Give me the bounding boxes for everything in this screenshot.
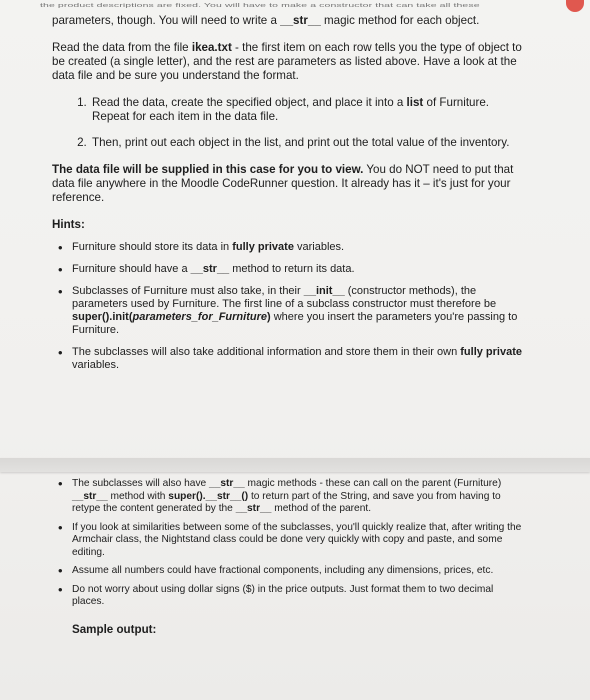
hint-item: • Do not worry about using dollar signs ($) in the price outputs. Just format them to two decimal places. xyxy=(72,584,522,609)
instructions-section xyxy=(52,14,522,372)
hints-heading: Hints: xyxy=(52,218,85,231)
hint-item: • Subclasses of Furniture must also take, in their __init__ (constructor methods), the parameters used by Furniture. The first line of a subclass constructor must therefore be super().init(parameters_for_Furniture) where you insert the parameters you're passing to Furniture. xyxy=(72,285,522,337)
hints-list-continued xyxy=(52,478,522,609)
more-hints-section xyxy=(52,472,522,636)
sample-output-heading: Sample output: xyxy=(72,622,157,636)
intro-paragraph: parameters, though. You will need to write a __str__ magic method for each object. xyxy=(52,14,480,27)
cut-off-header-line: the product descriptions are fixed. You will have to make a constructor that can take all these xyxy=(40,2,480,9)
hint-item: • The subclasses will also take additional information and store them in their own fully private variables. xyxy=(72,346,522,372)
step-1: 1. Read the data, create the specified object, and place it into a list of Furniture. Repeat for each item in the data file. xyxy=(90,96,522,124)
notification-badge-icon xyxy=(566,0,584,12)
hint-item: • Furniture should have a __str__ method to return its data. xyxy=(72,263,522,276)
step-2: 2. Then, print out each object in the list, and print out the total value of the inventory. xyxy=(90,136,522,150)
hint-item: • The subclasses will also have __str__ magic methods - these can call on the parent (Furniture) __str__ method with super().__str__() to return part of the String, and save you from having to retype the content generated by the __str__ method of the parent. xyxy=(72,478,522,516)
hint-item: • If you look at similarities between some of the subclasses, you'll quickly realize that, after writing the Armchair class, the Nightstand class could be done very quickly with copy and paste, and some editing. xyxy=(72,522,522,560)
data-file-note: The data file will be supplied in this case for you to view. You do NOT need to put that data file anywhere in the Moodle CodeRunner question. It already has it – it's just for your reference. xyxy=(52,163,514,204)
hint-item: • Assume all numbers could have fractional components, including any dimensions, prices, etc. xyxy=(72,565,522,578)
hint-item: • Furniture should store its data in fully private variables. xyxy=(72,241,522,254)
page-divider xyxy=(0,458,590,472)
steps-list xyxy=(52,96,522,150)
hints-list xyxy=(52,241,522,372)
read-data-paragraph: Read the data from the file ikea.txt - the first item on each row tells you the type of object to be created (a single letter), and the rest are parameters as listed above. Have a look at the data file and be sure you understand the format. xyxy=(52,41,522,82)
